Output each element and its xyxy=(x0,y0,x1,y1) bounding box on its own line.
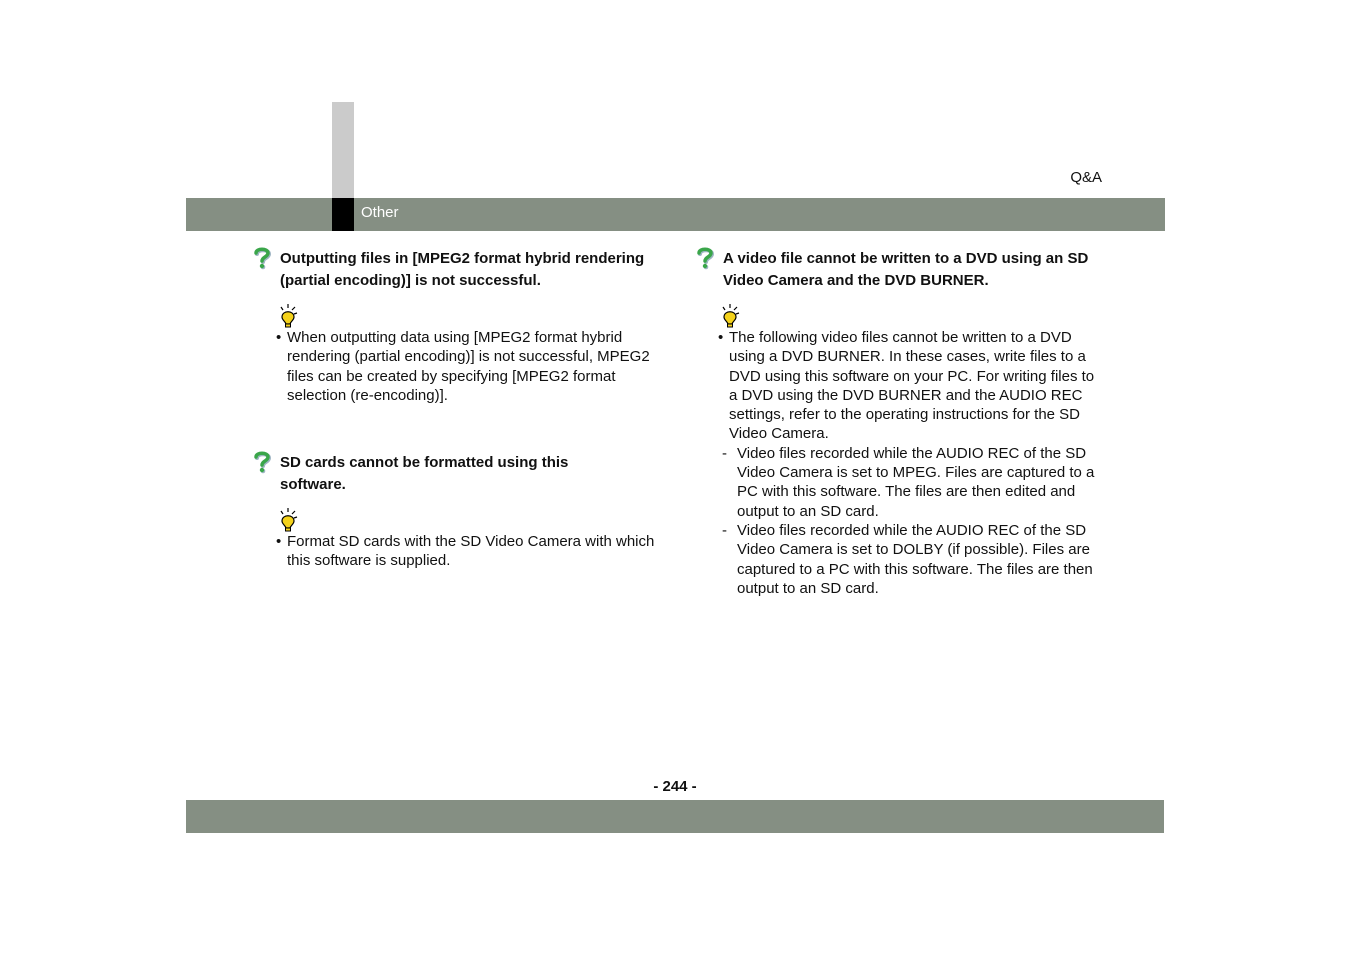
footer-bar xyxy=(186,800,1164,833)
answer-sub-item: - Video files recorded while the AUDIO REC of the SD Video Camera is set to MPEG. Files are captured to a PC with this software. The files are then edited and output to an SD card. xyxy=(722,444,1102,521)
section-tab-marker xyxy=(332,198,354,231)
answer-sub-item: - Video files recorded while the AUDIO REC of the SD Video Camera is set to DOLBY (if possible). Files are captured to a PC with this software. The files are then output to an SD card. xyxy=(722,521,1102,598)
question-text: A video file cannot be written to a DVD using an SD Video Camera and the DVD BURNER. xyxy=(723,250,1089,289)
header-tab-decoration xyxy=(332,102,354,198)
answer-block xyxy=(276,532,656,571)
lightbulb-hint-icon xyxy=(719,303,743,329)
page-number: - 244 - xyxy=(653,778,697,795)
answer-bullet: • When outputting data using [MPEG2 format hybrid rendering (partial encoding)] is not successful, MPEG2 files can be created by specifying [MPEG2 format selection (re-encoding)]. xyxy=(276,328,656,405)
question-icon xyxy=(253,246,271,270)
lightbulb-hint-icon xyxy=(277,303,301,329)
answer-bullet: • Format SD cards with the SD Video Camera with which this software is supplied. xyxy=(276,532,656,571)
question-text: SD cards cannot be formatted using this software. xyxy=(280,454,569,493)
answer-bullet: • The following video files cannot be written to a DVD using a DVD BURNER. In these cases, write files to a DVD using this software on your PC. For writing files to a DVD using the DVD BURNER and the AUDIO REC settings, refer to the operating instructions for the SD Video Camera. xyxy=(718,328,1102,444)
answer-block xyxy=(718,328,1102,598)
question-icon xyxy=(696,246,714,270)
section-title: Other xyxy=(361,204,399,221)
header-label: Q&A xyxy=(1070,169,1102,186)
question-icon xyxy=(253,450,271,474)
answer-block xyxy=(276,328,656,405)
question-text: Outputting files in [MPEG2 format hybrid rendering (partial encoding)] is not successful. xyxy=(280,250,645,289)
lightbulb-hint-icon xyxy=(277,507,301,533)
